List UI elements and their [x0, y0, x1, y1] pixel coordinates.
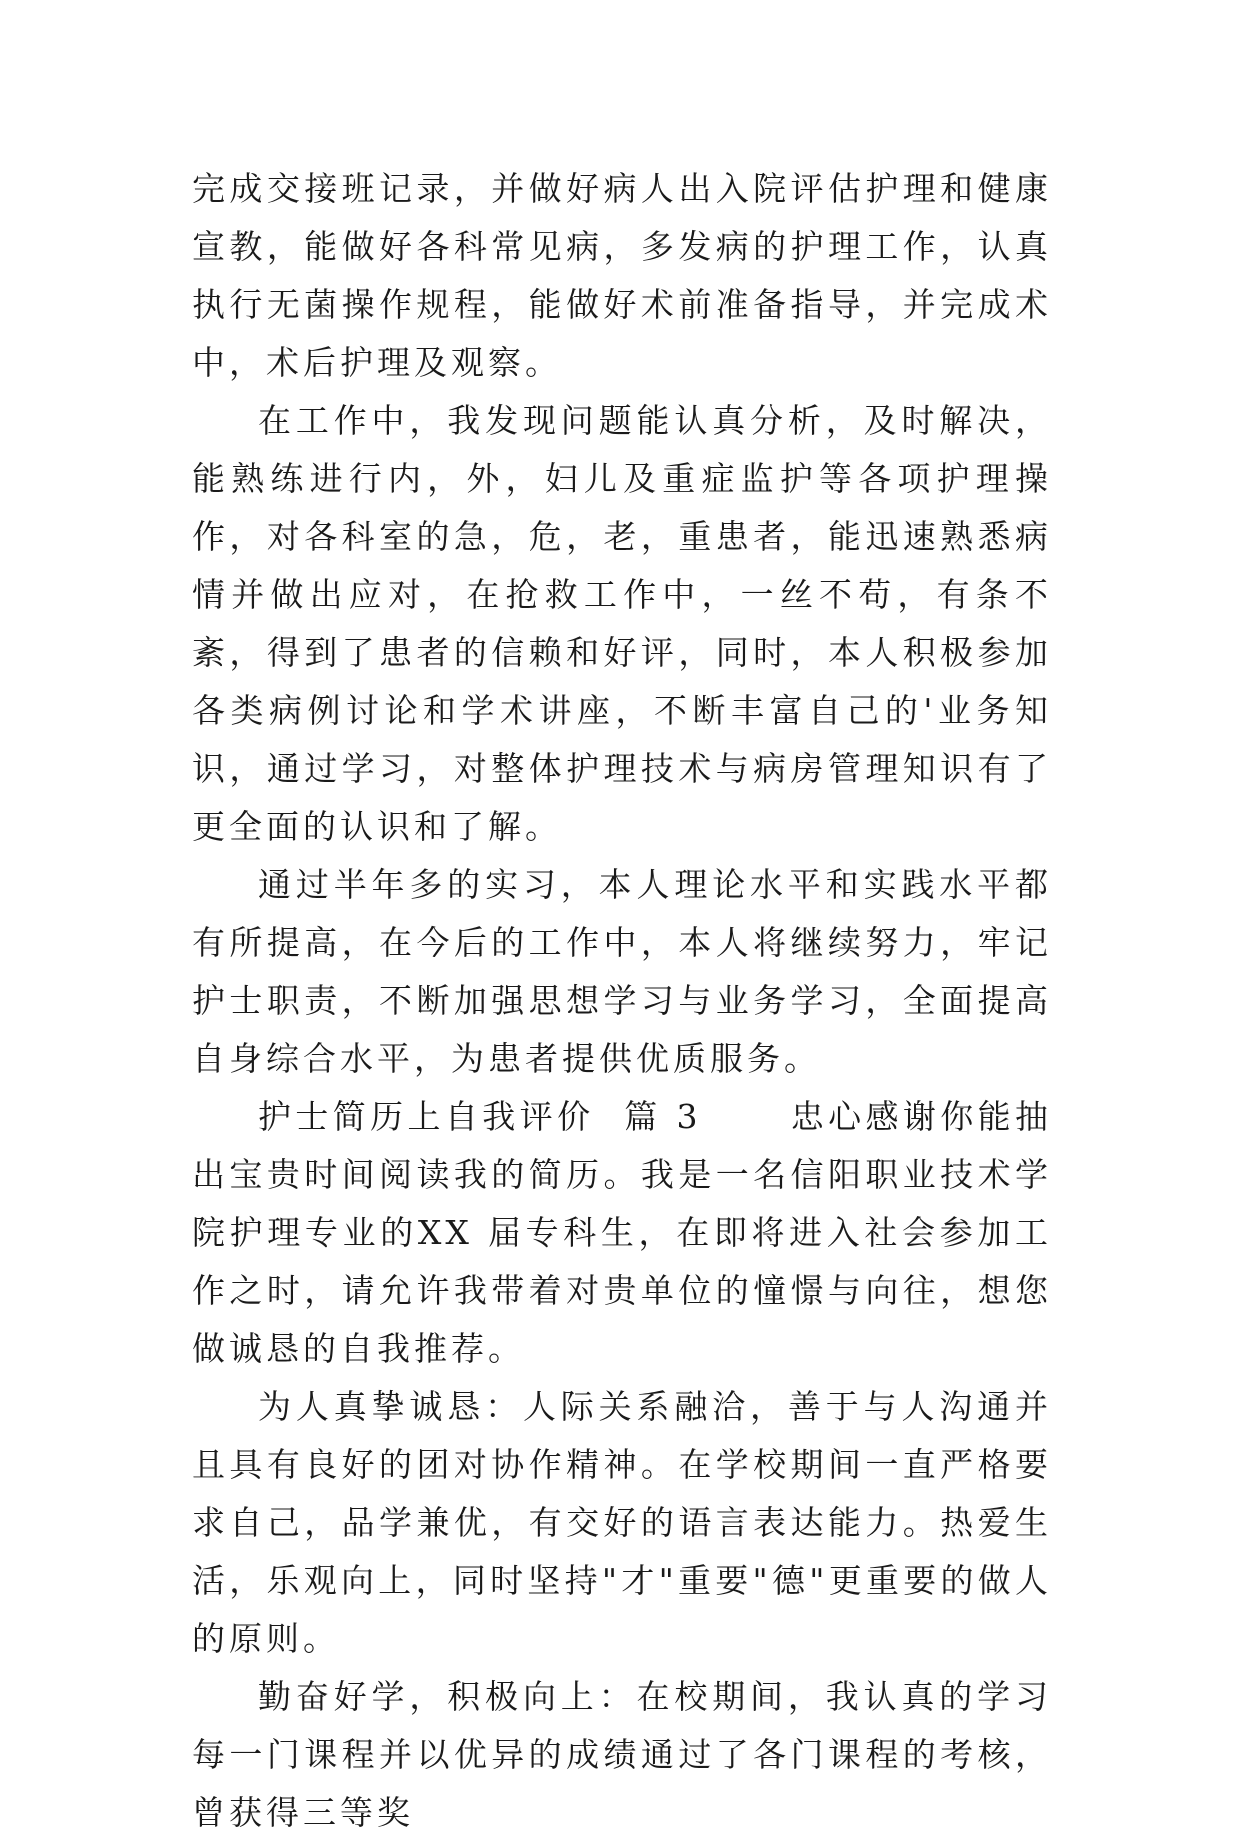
paragraph-section-3-intro: 护士简历上自我评价 篇 3 忠心感谢你能抽出宝贵时间阅读我的简历。我是一名信阳职业技术学院护理专业的XX 届专科生，在即将进入社会参加工作之时，请允许我带着对贵单位的憧憬与向往，想您做诚恳的自我推荐。 — [192, 1097, 1052, 1368]
paragraph-work-performance: 在工作中，我发现问题能认真分析，及时解决，能熟练进行内，外，妇儿及重症监护等各项护理操作，对各科室的急，危，老，重患者，能迅速熟悉病情并做出应对，在抢救工作中，一丝不苟，有条不紊，得到了患者的信赖和好评，同时，本人积极参加各类病例讨论和学术讲座，不断丰富自己的'业务知识，通过学习，对整体护理技术与病房管理知识有了更全面的认识和了解。 — [192, 401, 1052, 846]
paragraph-study: 勤奋好学，积极向上：在校期间，我认真的学习每一门课程并以优异的成绩通过了各门课程的考核，曾获得三等奖 — [192, 1677, 1052, 1832]
paragraph-continuation: 完成交接班记录，并做好病人出入院评估护理和健康宣教，能做好各科常见病，多发病的护理工作，认真执行无菌操作规程，能做好术前准备指导，并完成术中，术后护理及观察。 — [192, 169, 1052, 382]
document-body — [192, 160, 1052, 1842]
paragraph-internship-summary: 通过半年多的实习，本人理论水平和实践水平都有所提高，在今后的工作中，本人将继续努力，牢记护士职责，不断加强思想学习与业务学习，全面提高自身综合水平，为患者提供优质服务。 — [192, 865, 1052, 1078]
paragraph-personality: 为人真挚诚恳：人际关系融洽，善于与人沟通并且具有良好的团对协作精神。在学校期间一直严格要求自己，品学兼优，有交好的语言表达能力。热爱生活，乐观向上，同时坚持"才"重要"德"更重要的做人的原则。 — [192, 1387, 1052, 1658]
